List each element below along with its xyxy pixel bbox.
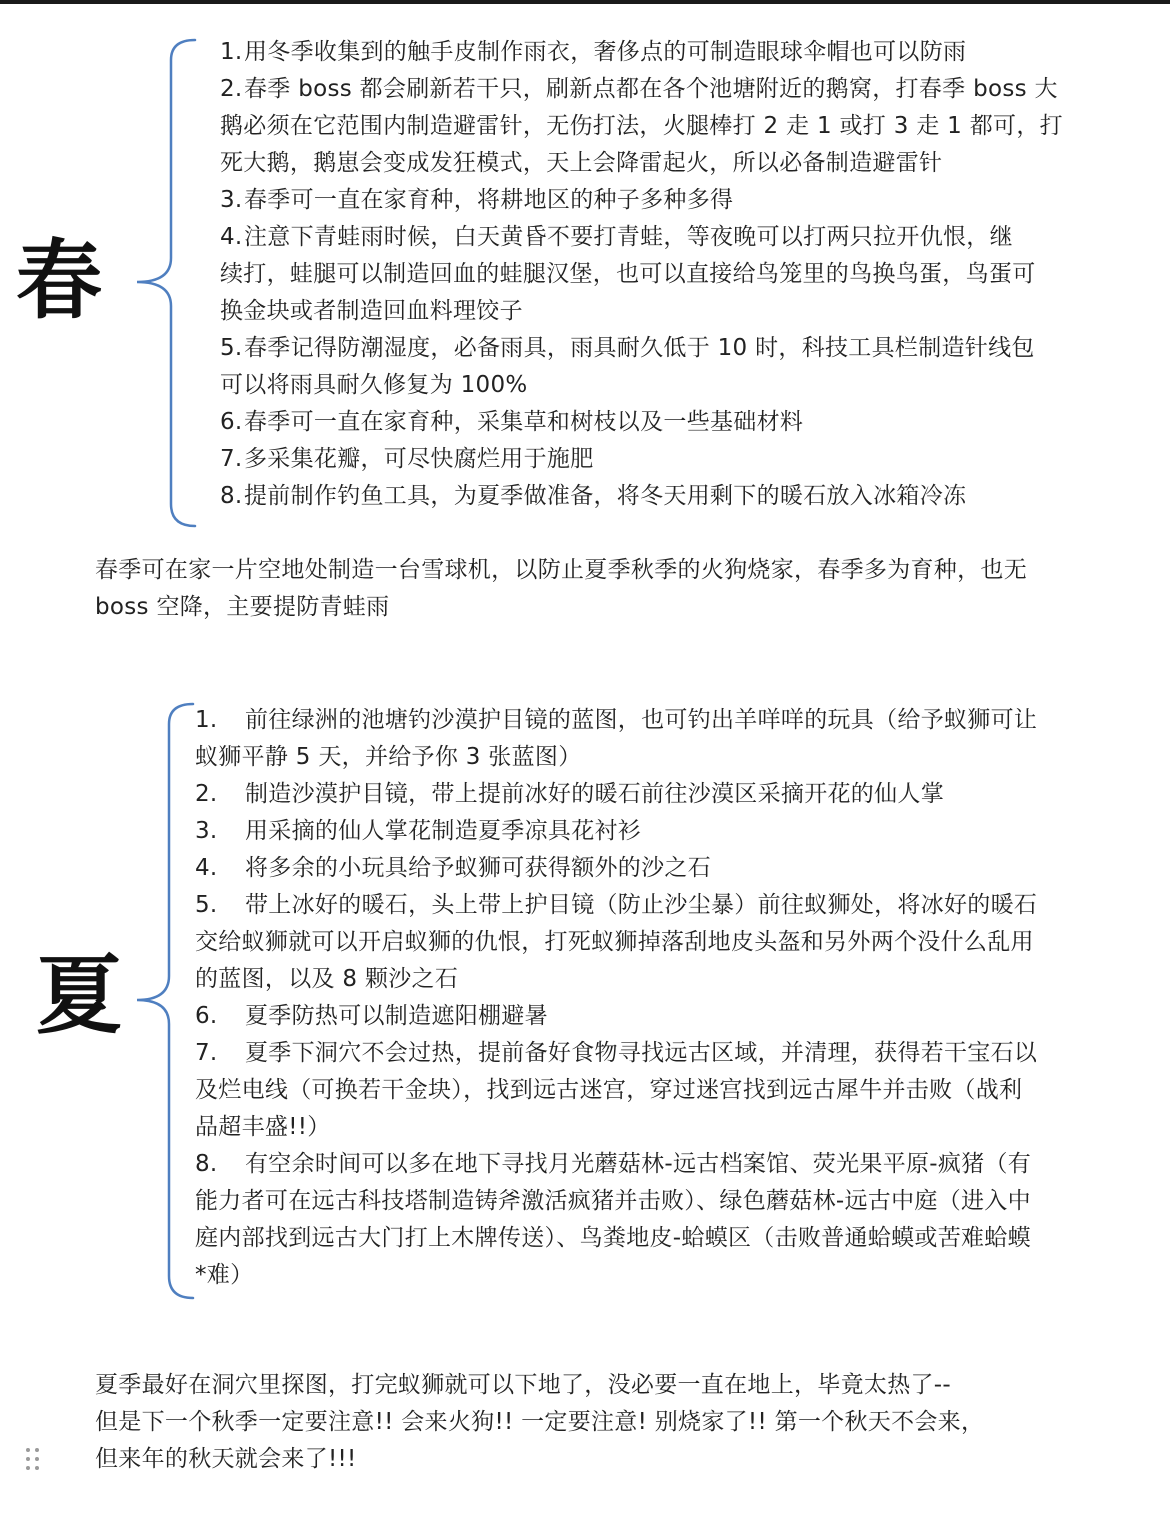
list-item-number: 6. [195,1003,218,1029]
list-item-first-line [195,998,1090,1035]
top-border [0,0,1170,4]
list-item [220,71,1090,182]
list-item [195,702,1090,776]
list-item-first-line [195,1146,1090,1183]
spring-brace [135,36,205,536]
list-item-first-line [195,776,1090,813]
drag-handle-icon[interactable] [26,1448,40,1476]
list-item-number: 6. [220,409,243,435]
list-item-first-line [195,887,1090,924]
list-item-first-line [220,219,1090,256]
list-item-text: 多采集花瓣，可尽快腐烂用于施肥 [244,446,594,472]
list-item-number: 2. [195,781,218,807]
list-item-first-line [220,441,1090,478]
list-item-text-line: 品超丰盛!!） [195,1114,331,1140]
spring-heading: 春 [16,230,102,331]
list-item-first-line [220,478,1090,515]
list-item [220,219,1090,330]
list-item-number: 4. [220,224,243,250]
list-item-first-line [195,813,1090,850]
note-line: 但是下一个秋季一定要注意!! 会来火狗!! 一定要注意! 别烧家了!! 第一个秋天不会来， [95,1409,985,1435]
list-item-text: 用采摘的仙人掌花制造夏季凉具花衬衫 [245,818,642,844]
list-item-text-line: 可以将雨具耐久修复为 100% [220,372,528,398]
list-item-text-line: 换金块或者制造回血料理饺子 [220,298,523,324]
list-item-text-line: 庭内部找到远古大门打上木牌传送）、鸟粪地皮-蛤蟆区（击败普通蛤蟆或苦难蛤蟆 [195,1225,1031,1251]
note-line: 春季可在家一片空地处制造一台雪球机，以防止夏季秋季的火狗烧家，春季多为育种，也无 [95,557,1027,583]
list-item-number: 7. [220,446,243,472]
list-item [220,182,1090,219]
list-item-first-line [220,330,1090,367]
list-item-text-line: 鹅必须在它范围内制造避雷针，无伤打法，火腿棒打 2 走 1 或打 3 走 1 都可，打 [220,113,1063,139]
list-item-text: 用冬季收集到的触手皮制作雨衣，奢侈点的可制造眼球伞帽也可以防雨 [244,39,967,65]
list-item-first-line [195,850,1090,887]
list-item-text: 春季可一直在家育种，采集草和树枝以及一些基础材料 [244,409,804,435]
list-item-first-line [220,404,1090,441]
list-item-number: 8. [220,483,243,509]
list-item-first-line [195,1035,1090,1072]
list-item-number: 3. [195,818,218,844]
spring-tips-list [220,34,1090,515]
list-item-number: 7. [195,1040,218,1066]
list-item-number: 1. [195,707,218,733]
note-line: boss 空降，主要提防青蛙雨 [95,594,390,620]
list-item-number: 2. [220,76,243,102]
list-item [195,1146,1090,1294]
list-item-text-line: 死大鹅，鹅崽会变成发狂模式，天上会降雷起火，所以必备制造避雷针 [220,150,943,176]
list-item [220,441,1090,478]
list-item [195,998,1090,1035]
list-item-first-line [195,702,1090,739]
note-line: 但来年的秋天就会来了!!! [95,1446,357,1472]
list-item-text: 前往绿洲的池塘钓沙漠护目镜的蓝图，也可钓出羊咩咩的玩具（给予蚁狮可让 [245,707,1038,733]
list-item-number: 4. [195,855,218,881]
list-item-text-line: 蚁狮平静 5 天，并给予你 3 张蓝图） [195,744,582,770]
list-item-first-line [220,71,1090,108]
list-item-text-line: 及烂电线（可换若干金块），找到远古迷宫，穿过迷宫找到远古犀牛并击败（战利 [195,1077,1023,1103]
list-item-text: 春季可一直在家育种，将耕地区的种子多种多得 [244,187,734,213]
summer-tips-list [195,702,1090,1294]
list-item-text: 将多余的小玩具给予蚁狮可获得额外的沙之石 [245,855,711,881]
list-item [220,34,1090,71]
list-item-text: 春季记得防潮湿度，必备雨具，雨具耐久低于 10 时，科技工具栏制造针线包 [244,335,1035,361]
list-item-number: 3. [220,187,243,213]
list-item-text: 夏季下洞穴不会过热，提前备好食物寻找远古区域，并清理，获得若干宝石以 [245,1040,1038,1066]
list-item [195,850,1090,887]
list-item [220,330,1090,404]
summer-summary-note [95,1367,984,1478]
list-item-text: 春季 boss 都会刷新若干只，刷新点都在各个池塘附近的鹅窝，打春季 boss 大 [244,76,1058,102]
list-item-text: 注意下青蛙雨时候，白天黄昏不要打青蛙，等夜晚可以打两只拉开仇恨，继 [244,224,1013,250]
summer-heading: 夏 [36,945,122,1046]
list-item-text-line: 续打，蛙腿可以制造回血的蛙腿汉堡，也可以直接给鸟笼里的鸟换鸟蛋，鸟蛋可 [220,261,1036,287]
list-item-text-line: 能力者可在远古科技塔制造铸斧激活疯猪并击败）、绿色蘑菇林-远古中庭（进入中 [195,1188,1031,1214]
list-item-number: 5. [220,335,243,361]
list-item-text-line: 交给蚁狮就可以开启蚁狮的仇恨，打死蚁狮掉落刮地皮头盔和另外两个没什么乱用 [195,929,1034,955]
note-line: 夏季最好在洞穴里探图，打完蚁狮就可以下地了，没必要一直在地上，毕竟太热了-- [95,1372,951,1398]
list-item-number: 1. [220,39,243,65]
list-item-text-line: *难） [195,1262,254,1288]
list-item [195,1035,1090,1146]
list-item [195,776,1090,813]
list-item [195,887,1090,998]
list-item-text-line: 的蓝图，以及 8 颗沙之石 [195,966,459,992]
list-item-number: 5. [195,892,218,918]
list-item-text: 有空余时间可以多在地下寻找月光蘑菇林-远古档案馆、荧光果平原-疯猪（有 [245,1151,1032,1177]
list-item [220,404,1090,441]
list-item-text: 夏季防热可以制造遮阳棚避暑 [245,1003,548,1029]
list-item-first-line [220,182,1090,219]
list-item [220,478,1090,515]
list-item-first-line [220,34,1090,71]
list-item-number: 8. [195,1151,218,1177]
list-item-text: 带上冰好的暖石，头上带上护目镜（防止沙尘暴）前往蚁狮处，将冰好的暖石 [245,892,1038,918]
spring-summary-note [95,552,1027,626]
list-item-text: 制造沙漠护目镜，带上提前冰好的暖石前往沙漠区采摘开花的仙人掌 [245,781,944,807]
list-item [195,813,1090,850]
list-item-text: 提前制作钓鱼工具，为夏季做准备，将冬天用剩下的暖石放入冰箱冷冻 [244,483,967,509]
